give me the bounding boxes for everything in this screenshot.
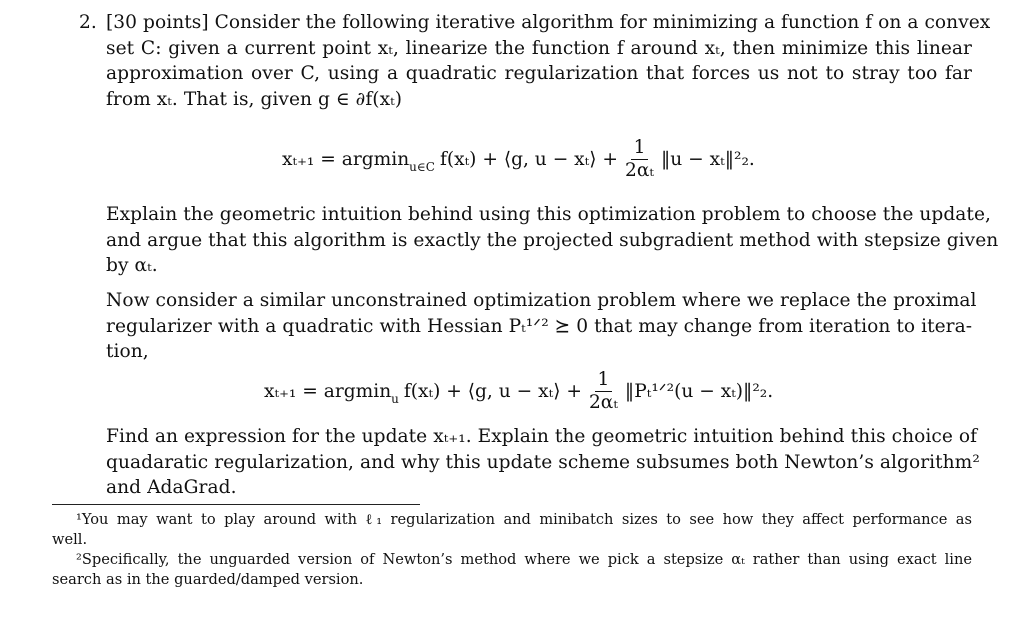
footnote-2-line: ²Specifically, the unguarded version of Newton’s method where we pick a stepsize αₜ rather than using exact line: [76, 551, 972, 568]
explain-line: and argue that this algorithm is exactly the projected subgradient method with stepsize given: [106, 229, 999, 251]
equation1-rhs-a: f(xₜ) + ⟨g, u − xₜ⟩ +: [439, 148, 618, 170]
equation2-rhs-a: f(xₜ) + ⟨g, u − xₜ⟩ +: [403, 380, 582, 402]
explain-line: by αₜ.: [106, 255, 158, 276]
now-line: tion,: [106, 341, 149, 362]
intro-line: approximation over C, using a quadratic regularization that forces us not to stray too far: [106, 63, 972, 84]
equation-projected-subgradient: [282, 134, 755, 184]
equation2-fraction: [586, 370, 621, 413]
fraction-numerator: 1: [595, 370, 613, 392]
equation-newton-adagrad: [264, 366, 773, 416]
footnote-1-line: ¹You may want to play around with ℓ₁ regularization and minibatch sizes to see how they affect performance as: [76, 511, 972, 528]
equation1-fraction: [622, 138, 657, 181]
now-line: regularizer with a quadratic with Hessian Pₜ¹ᐟ² ⪰ 0 that may change from iteration to itera-: [106, 315, 973, 337]
equation1-argmin-subscript: u∈C: [409, 160, 435, 174]
fraction-denominator: 2αₜ: [625, 159, 654, 181]
fraction-denominator: 2αₜ: [588, 391, 618, 413]
fraction-numerator: 1: [631, 138, 649, 160]
footnote-1: [52, 510, 972, 550]
footnote-divider: [52, 504, 420, 505]
now-line: Now consider a similar unconstrained optimization problem where we replace the proximal: [106, 290, 977, 311]
equation2-argmin-subscript: u: [391, 392, 399, 406]
intro-line: set C: given a current point xₜ, linearize the function f around xₜ, then minimize this linear: [106, 37, 972, 59]
problem-number: 2.: [79, 12, 97, 33]
find-line: quadaratic regularization, and why this update scheme subsumes both Newton’s algorithm²: [106, 451, 980, 473]
now-consider-paragraph: [106, 288, 977, 365]
equation1-lhs: xₜ₊₁ = argmin: [282, 148, 410, 170]
explain-paragraph: [106, 202, 999, 279]
footnote-1-line: well.: [52, 531, 88, 548]
equation2-lhs: xₜ₊₁ = argmin: [264, 380, 392, 402]
footnote-2-line: search as in the guarded/damped version.: [52, 571, 364, 588]
explain-line: Explain the geometric intuition behind using this optimization problem to choose the update,: [106, 204, 991, 225]
find-expression-paragraph: [106, 424, 980, 501]
equation1-rhs-b: ‖u − xₜ‖²₂.: [660, 148, 755, 170]
intro-line: from xₜ. That is, given g ∈ ∂f(xₜ): [106, 88, 403, 110]
equation2-rhs-b: ‖Pₜ¹ᐟ²(u − xₜ)‖²₂.: [624, 380, 774, 402]
find-line: and AdaGrad.: [106, 477, 237, 498]
find-line: Find an expression for the update xₜ₊₁. Explain the geometric intuition behind this choice of: [106, 426, 978, 447]
footnote-2: [52, 550, 972, 590]
problem-intro: [106, 10, 991, 112]
intro-line: [30 points] Consider the following iterative algorithm for minimizing a function f on a convex: [106, 12, 991, 33]
